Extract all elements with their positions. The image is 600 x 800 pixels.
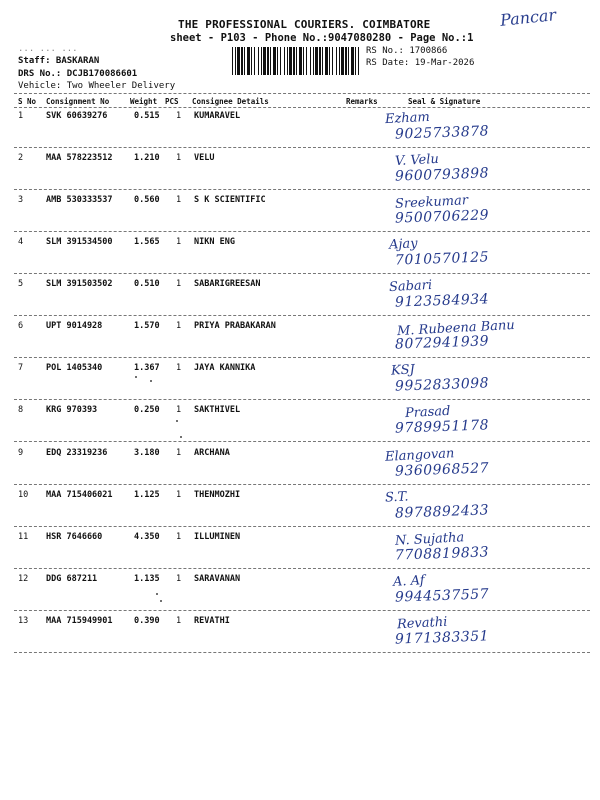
row-consignment-no: KRG 970393 — [46, 405, 98, 415]
row-weight: 0.510 — [134, 279, 160, 289]
barcode-bar — [296, 47, 297, 75]
row-weight: 4.350 — [134, 532, 160, 542]
speck — [156, 593, 158, 595]
speck — [176, 420, 178, 422]
row-weight: 1.565 — [134, 237, 160, 247]
row-pcs: 1 — [176, 111, 182, 121]
row-weight: 0.560 — [134, 195, 160, 205]
row-signature-phone: 7708819833 — [394, 544, 490, 564]
barcode-bar — [289, 47, 292, 75]
barcode-bar — [341, 47, 344, 75]
barcode-bar — [351, 47, 354, 75]
col-seal-signature: Seal & Signature — [408, 97, 481, 106]
row-divider — [14, 357, 590, 358]
row-sno: 9 — [18, 448, 24, 458]
col-remarks: Remarks — [346, 97, 378, 106]
speck — [150, 380, 152, 382]
barcode-bar — [322, 47, 323, 75]
barcode-bar — [348, 47, 349, 75]
row-divider — [14, 189, 590, 190]
row-signature-name: KSJ — [390, 362, 416, 379]
row-sno: 10 — [18, 490, 29, 500]
row-signature-phone: 9600793898 — [394, 165, 490, 185]
row-consignee: THENMOZHI — [194, 490, 241, 500]
barcode-bar — [284, 47, 285, 75]
row-consignment-no: SLM 391534500 — [46, 237, 113, 247]
barcode-bar — [280, 47, 281, 75]
row-consignee: REVATHI — [194, 616, 230, 626]
vehicle-label: Vehicle: Two Wheeler Delivery — [18, 81, 176, 91]
col-sno: S No — [18, 97, 37, 106]
row-consignee: SAKTHIVEL — [194, 405, 241, 415]
barcode-bar — [332, 47, 333, 75]
header-bottom-rule — [14, 107, 590, 108]
barcode-bar — [325, 47, 328, 75]
row-consignee: ARCHANA — [194, 448, 230, 458]
barcode-bar — [258, 47, 259, 75]
row-consignee: KUMARAVEL — [194, 111, 241, 121]
row-consignee: JAYA KANNIKA — [194, 363, 256, 373]
row-signature-name: Elangovan — [384, 446, 455, 465]
row-consignee: SABARIGREESAN — [194, 279, 261, 289]
barcode-bar — [303, 47, 304, 75]
row-weight: 0.390 — [134, 616, 160, 626]
row-divider — [14, 484, 590, 485]
barcode-bar — [232, 47, 233, 75]
row-consignee: S K SCIENTIFIC — [194, 195, 266, 205]
barcode-bar — [254, 47, 255, 75]
row-consignment-no: EDQ 23319236 — [46, 448, 108, 458]
col-pcs: PCS — [165, 97, 179, 106]
barcode-bar — [358, 47, 359, 75]
row-signature-phone: 9360968527 — [394, 460, 490, 480]
row-divider — [14, 231, 590, 232]
barcode-bar — [345, 47, 347, 75]
speck — [160, 600, 162, 602]
row-consignment-no: SLM 391503502 — [46, 279, 113, 289]
row-signature-name: M. Rubeena Banu — [396, 317, 516, 340]
row-signature-phone: 9171383351 — [394, 628, 490, 648]
row-signature-name: A. Af — [392, 573, 425, 590]
barcode-bar — [306, 47, 307, 75]
row-weight: 1.367 — [134, 363, 160, 373]
row-weight: 0.250 — [134, 405, 160, 415]
row-weight: 1.570 — [134, 321, 160, 331]
row-signature-phone: 9952833098 — [394, 375, 490, 395]
row-signature-name: S.T. — [384, 489, 409, 506]
barcode-bar — [270, 47, 271, 75]
col-weight: Weight — [130, 97, 158, 106]
row-consignee: NIKN ENG — [194, 237, 235, 247]
barcode-bar — [251, 47, 252, 75]
row-pcs: 1 — [176, 321, 182, 331]
row-consignee: PRIYA PRABAKARAN — [194, 321, 276, 331]
barcode-bar — [299, 47, 302, 75]
row-divider — [14, 273, 590, 274]
barcode-bar — [293, 47, 295, 75]
row-sno: 3 — [18, 195, 24, 205]
barcode-bar — [355, 47, 356, 75]
row-consignment-no: MAA 715406021 — [46, 490, 113, 500]
barcode-bar — [339, 47, 340, 75]
row-pcs: 1 — [176, 237, 182, 247]
row-pcs: 1 — [176, 279, 182, 289]
row-sno: 4 — [18, 237, 24, 247]
row-signature-name: Sabari — [388, 277, 433, 296]
row-sno: 1 — [18, 111, 24, 121]
row-divider — [14, 441, 590, 442]
col-consignee: Consignee Details — [192, 97, 269, 106]
row-divider — [14, 399, 590, 400]
document-title: THE PROFESSIONAL COURIERS. COIMBATORE — [178, 18, 431, 31]
rs-number: RS No.: 1700866 — [366, 46, 448, 56]
row-signature-phone: 8072941939 — [394, 333, 490, 353]
row-consignment-no: HSR 7646660 — [46, 532, 103, 542]
row-sno: 2 — [18, 153, 24, 163]
barcode-bar — [267, 47, 269, 75]
rs-date: RS Date: 19-Mar-2026 — [366, 58, 475, 68]
barcode-bar — [329, 47, 330, 75]
row-divider — [14, 526, 590, 527]
barcode-bar — [273, 47, 276, 75]
row-signature-name: N. Sujatha — [394, 530, 465, 549]
row-signature-name: Prasad — [404, 403, 451, 422]
barcode-bar — [261, 47, 262, 75]
barcode-bar — [235, 47, 236, 75]
row-pcs: 1 — [176, 532, 182, 542]
row-sno: 7 — [18, 363, 24, 373]
row-consignment-no: SVK 60639276 — [46, 111, 108, 121]
row-divider — [14, 652, 590, 653]
drs-number: DRS No.: DCJB170086601 — [18, 69, 138, 79]
row-signature-phone: 7010570125 — [394, 249, 490, 269]
row-weight: 1.210 — [134, 153, 160, 163]
row-signature-phone: 9500706229 — [394, 207, 490, 227]
barcode-image — [232, 47, 362, 75]
barcode-bar — [247, 47, 250, 75]
row-signature-name: Ezham — [384, 109, 431, 128]
row-signature-phone: 9944537557 — [394, 586, 490, 606]
row-signature-phone: 9789951178 — [394, 417, 490, 437]
row-signature-phone: 9025733878 — [394, 123, 490, 143]
row-signature-name: Sreekumar — [394, 193, 469, 212]
row-pcs: 1 — [176, 490, 182, 500]
barcode-bar — [277, 47, 278, 75]
row-pcs: 1 — [176, 574, 182, 584]
barcode-bar — [263, 47, 266, 75]
row-weight: 3.180 — [134, 448, 160, 458]
barcode-bar — [313, 47, 314, 75]
speck — [135, 376, 137, 378]
row-weight: 1.135 — [134, 574, 160, 584]
barcode-bar — [319, 47, 321, 75]
row-pcs: 1 — [176, 448, 182, 458]
barcode-bar — [237, 47, 240, 75]
row-divider — [14, 610, 590, 611]
barcode-bar — [310, 47, 311, 75]
barcode-bar — [287, 47, 288, 75]
sheet-subtitle: sheet - P103 - Phone No.:9047080280 - Page No.:1 — [170, 32, 474, 44]
row-consignment-no: POL 1405340 — [46, 363, 103, 373]
barcode-bar — [244, 47, 245, 75]
row-consignment-no: AMB 530333537 — [46, 195, 113, 205]
row-consignee: SARAVANAN — [194, 574, 241, 584]
row-sno: 11 — [18, 532, 29, 542]
row-divider — [14, 568, 590, 569]
row-divider — [14, 147, 590, 148]
col-consignment: Consignment No — [46, 97, 110, 106]
staff-label: Staff: BASKARAN — [18, 56, 100, 66]
row-consignment-no: DDG 687211 — [46, 574, 98, 584]
row-weight: 0.515 — [134, 111, 160, 121]
row-weight: 1.125 — [134, 490, 160, 500]
row-consignment-no: MAA 715949901 — [46, 616, 113, 626]
row-divider — [14, 315, 590, 316]
barcode-bar — [315, 47, 318, 75]
handwritten-note: Pancar — [499, 5, 557, 30]
row-pcs: 1 — [176, 363, 182, 373]
row-pcs: 1 — [176, 153, 182, 163]
row-consignment-no: UPT 9014928 — [46, 321, 103, 331]
row-consignee: ILLUMINEN — [194, 532, 241, 542]
header-top-rule — [14, 93, 590, 94]
row-signature-name: Revathi — [396, 614, 448, 633]
barcode-bar — [241, 47, 243, 75]
row-pcs: 1 — [176, 195, 182, 205]
row-signature-phone: 8978892433 — [394, 502, 490, 522]
row-signature-phone: 9123584934 — [394, 291, 490, 311]
row-pcs: 1 — [176, 405, 182, 415]
row-sno: 5 — [18, 279, 24, 289]
row-consignment-no: MAA 578223512 — [46, 153, 113, 163]
row-signature-name: Ajay — [388, 236, 418, 253]
row-sno: 12 — [18, 574, 29, 584]
faded-line: ... ... ... — [18, 44, 78, 54]
speck — [180, 436, 182, 438]
row-sno: 8 — [18, 405, 24, 415]
row-sno: 6 — [18, 321, 24, 331]
row-signature-name: V. Velu — [394, 151, 440, 170]
row-pcs: 1 — [176, 616, 182, 626]
row-consignee: VELU — [194, 153, 215, 163]
row-sno: 13 — [18, 616, 29, 626]
barcode-bar — [336, 47, 337, 75]
